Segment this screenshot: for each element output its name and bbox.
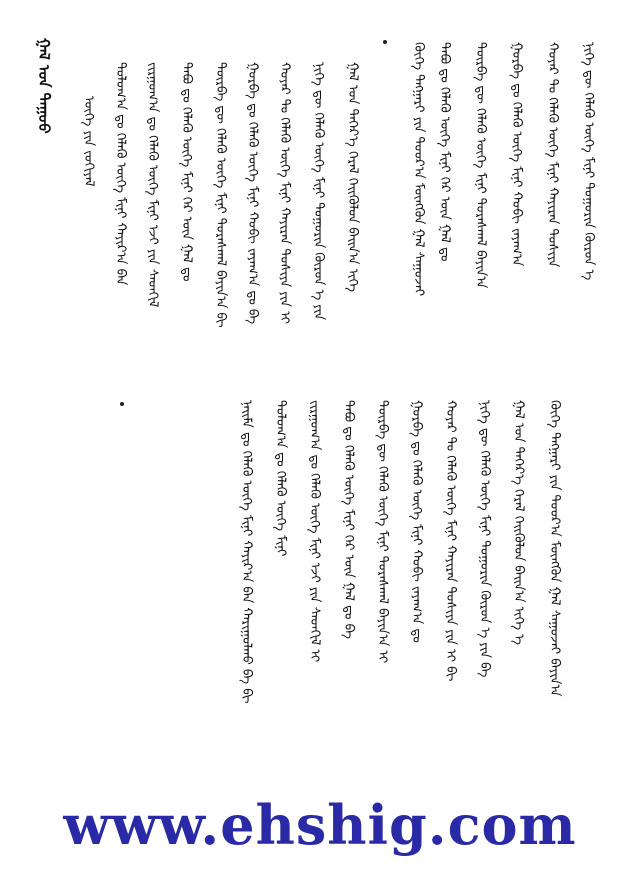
verse-line: ᠲᠠᠪᠤ ᠳᠤ ᠬᠡᠯᠡᠬᠦ ᠦᠭᠡ ᠮᠢᠨᠢ ᠭᠡᠷ ᠦᠨ ᠭᠠᠯ ᠳᠤ (437, 42, 452, 262)
verse-line: ᠭᠠᠯ ᠤᠨ ᠳᠡᠭᠡᠷ᠎ᠡ ᠭᠡᠷᠡᠯ ᠭᠡᠢᠭᠦᠯᠦᠨ ᠪᠠᠢᠨ᠎ᠠ ᠢᠭᠡ (345, 62, 360, 292)
verse-line: ᠭᠤᠷᠪᠠ ᠳᠤ ᠬᠡᠯᠡᠬᠦ ᠦᠭᠡ ᠮᠢᠨᠢ ᠬᠤᠪᠢ ᠵᠠᠶᠠᠭ᠎ᠠ (509, 42, 524, 267)
site-watermark: www.ehshig.com (63, 793, 577, 857)
verse-line: ᠨᠢᠭᠡ ᠳᠦ ᠬᠡᠯᠡᠬᠦ ᠦᠭᠡ ᠮᠢᠨᠢ ᠲᠣᠭᠣᠷᠢᠨ ᠬᠦᠷᠦᠨ ᠡ ᠶᠢᠨ ᠪᠠ (477, 400, 492, 678)
verse-line: ᠨᠢᠭᠡ ᠳᠦ ᠬᠡᠯᠡᠬᠦ ᠦᠭᠡ ᠮᠢᠨᠢ ᠲᠣᠭᠣᠷᠢᠨ ᠬᠦᠷᠦᠨ ᠡ ᠶᠢᠨ (311, 62, 326, 321)
section-separator (120, 402, 124, 406)
verse-line: ᠬᠥᠬᠡ ᠲᠩᠭᠠᠷᠢ ᠶᠢᠨ ᠳᠣᠣᠷ᠎ᠠ ᠮᠥᠩᠭᠥᠨ ᠭᠠᠯ ᠰᠠᠭᠤᠵᠠᠢ (411, 42, 426, 297)
section-separator (383, 40, 387, 44)
verse-line: ᠭᠤᠷᠪᠠ ᠳᠤ ᠬᠡᠯᠡᠬᠦ ᠦᠭᠡ ᠮᠢᠨᠢ ᠬᠤᠪᠢ ᠵᠠᠶᠠᠭ᠎ᠠ ᠳᠤ (409, 400, 424, 643)
verse-line: ᠬᠣᠶᠠᠷ ᠲᠤ ᠬᠡᠯᠡᠬᠦ ᠦᠭᠡ ᠮᠢᠨᠢ ᠬᠠᠶᠢᠷᠠᠨ ᠲᠣᠰᠢᠶᠠ (545, 42, 560, 268)
verse-line: ᠲᠠᠪᠤ ᠳᠤ ᠬᠡᠯᠡᠬᠦ ᠦᠭᠡ ᠮᠢᠨᠢ ᠭᠡᠷ ᠦᠨ ᠭᠠᠯ ᠳᠤ (179, 62, 194, 282)
verse-line: ᠲᠠᠪᠤ ᠳᠤ ᠬᠡᠯᠡᠬᠦ ᠦᠭᠡ ᠮᠢᠨᠢ ᠭᠡᠷ ᠦᠨ ᠭᠠᠯ ᠳᠤ ᠪᠠ (341, 400, 356, 639)
verse-line: ᠳᠥᠷᠪᠡ ᠳᠦ ᠬᠡᠯᠡᠬᠦ ᠦᠭᠡ ᠮᠢᠨᠢ ᠳᠤᠷᠠᠰᠬᠠᠯ ᠪᠠᠶᠢᠨ᠎ᠠ ᠢ (375, 400, 390, 664)
verse-line: ᠵᠢᠷᠭᠤᠭ᠎ᠠ ᠳᠤ ᠬᠡᠯᠡᠬᠦ ᠦᠭᠡ ᠮᠢᠨᠢ ᠡᠵᠢ ᠶᠢᠨ ᠰᠡᠳᠬᠢᠯ ᠢ (307, 400, 322, 663)
verse-line: ᠵᠢᠷᠭᠤᠭ᠎ᠠ ᠳᠤ ᠬᠡᠯᠡᠬᠦ ᠦᠭᠡ ᠮᠢᠨᠢ ᠡᠵᠢ ᠶᠢᠨ ᠰᠡᠳᠬᠢᠯ (145, 62, 160, 308)
verse-line: ᠨᠠᠢᠮᠠ ᠳᠤ ᠬᠡᠯᠡᠬᠦ ᠦᠭᠡ ᠮᠢᠨᠢ ᠬᠠᠶᠢᠷ᠎ᠠ ᠪᠠᠨ ᠬᠠᠷᠢᠭᠤᠯᠬᠤ ᠪᠠ ᠪᠢ (239, 400, 254, 704)
verse-line: ᠭᠤᠷᠪᠠ ᠳᠤ ᠬᠡᠯᠡᠬᠦ ᠦᠭᠡ ᠮᠢᠨᠢ ᠬᠤᠪᠢ ᠵᠠᠶᠠᠭ᠎ᠠ ᠳᠤ ᠪᠠ (245, 62, 260, 325)
verse-line: ᠬᠣᠶᠠᠷ ᠲᠤ ᠬᠡᠯᠡᠬᠦ ᠦᠭᠡ ᠮᠢᠨᠢ ᠬᠠᠶᠢᠷᠠᠨ ᠲᠣᠰᠢᠶᠠ ᠶᠢᠨ ᠢ (277, 62, 292, 325)
verse-line: ᠨᠢᠭᠡ ᠳᠦ ᠬᠡᠯᠡᠬᠦ ᠦᠭᠡ ᠮᠢᠨᠢ ᠲᠣᠭᠣᠷᠢᠨ ᠬᠦᠷᠦᠨ ᠡ (581, 42, 596, 281)
author-line: ᠦᠭᠡ ᠶᠢᠨ ᠵᠣᠬᠢᠶᠠᠯ (81, 96, 96, 187)
verse-line: ᠬᠣᠶᠠᠷ ᠲᠤ ᠬᠡᠯᠡᠬᠦ ᠦᠭᠡ ᠮᠢᠨᠢ ᠬᠠᠶᠢᠷᠠᠨ ᠲᠣᠰᠢᠶᠠ ᠶᠢᠨ ᠢ ᠪᠢ (443, 400, 458, 682)
verse-line: ᠳᠣᠯᠣᠭ᠎ᠠ ᠳᠤ ᠬᠡᠯᠡᠬᠦ ᠦᠭᠡ ᠮᠢᠨᠢ ᠬᠠᠶᠢᠷ᠎ᠠ ᠪᠠᠨ (113, 62, 128, 286)
verse-line: ᠳᠥᠷᠪᠡ ᠳᠦ ᠬᠡᠯᠡᠬᠦ ᠦᠭᠡ ᠮᠢᠨᠢ ᠳᠤᠷᠠᠰᠬᠠᠯ ᠪᠠᠶᠢᠨ᠎ᠠ (473, 42, 488, 289)
verse-line: ᠬᠥᠬᠡ ᠲᠩᠭᠠᠷᠢ ᠶᠢᠨ ᠳᠣᠣᠷ᠎ᠠ ᠮᠥᠩᠭᠥᠨ ᠭᠠᠯ ᠰᠠᠭᠤᠵᠠᠢ ᠪᠠᠶᠢᠨ᠎ᠠ (547, 400, 562, 697)
poem-title: ᠭᠠᠯ ᠤᠨ ᠳᠠᠭᠤᠤ (35, 38, 53, 134)
verse-line: ᠭᠠᠯ ᠤᠨ ᠳᠡᠭᠡᠷ᠎ᠡ ᠭᠡᠷᠡᠯ ᠭᠡᠢᠭᠦᠯᠦᠨ ᠪᠠᠢᠨ᠎ᠠ ᠢᠭᠡ ᠡ (511, 400, 526, 645)
verse-line: ᠳᠣᠯᠣᠭ᠎ᠠ ᠳᠤ ᠬᠡᠯᠡᠬᠦ ᠦᠭᠡ ᠮᠢᠨᠢ (273, 400, 288, 557)
verse-line: ᠳᠥᠷᠪᠡ ᠳᠦ ᠬᠡᠯᠡᠬᠦ ᠦᠭᠡ ᠮᠢᠨᠢ ᠳᠤᠷᠠᠰᠬᠠᠯ ᠪᠠᠶᠢᠨ᠎ᠠ ᠪᠢ (213, 62, 228, 328)
